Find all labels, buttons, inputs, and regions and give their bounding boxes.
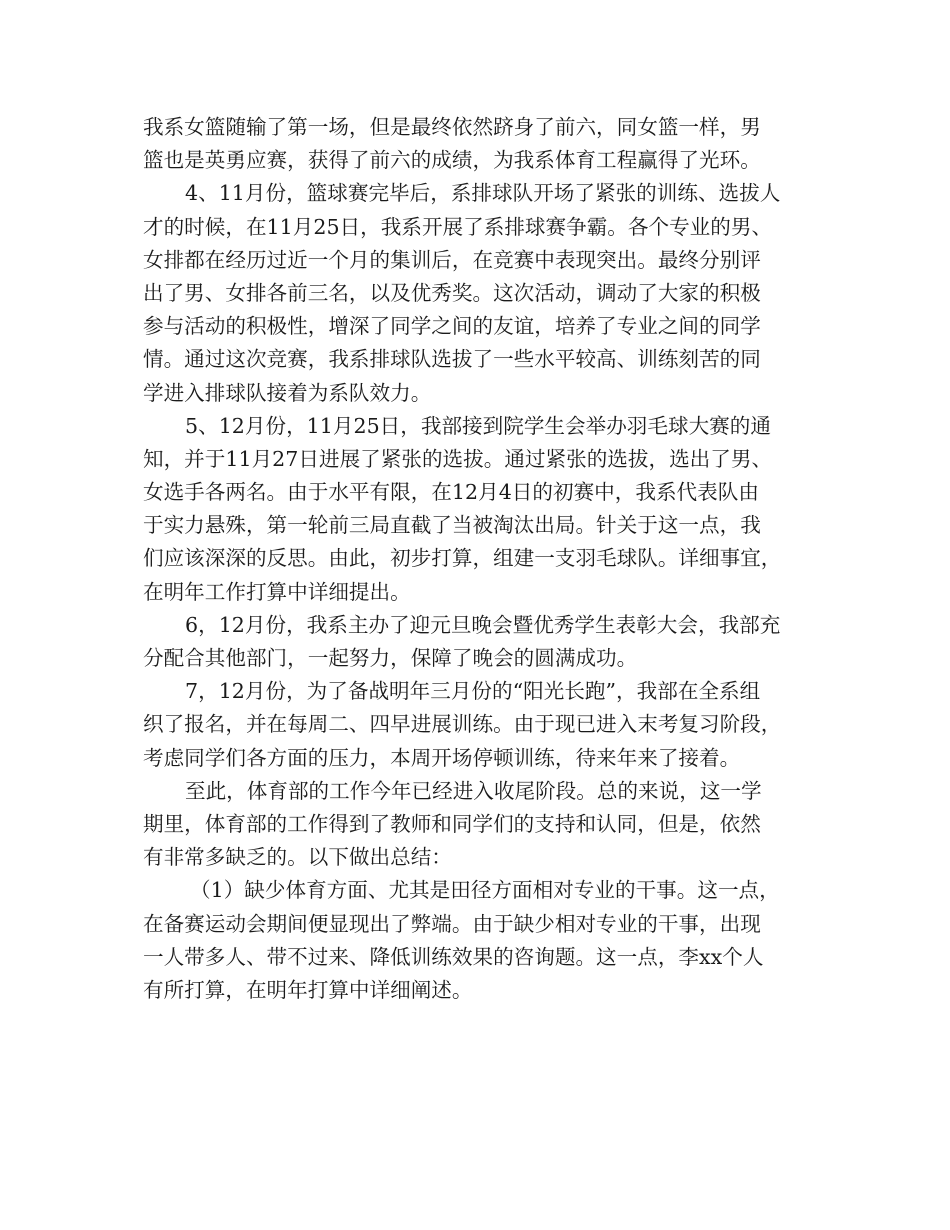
text-line: 出了男、女排各前三名，以及优秀奖。这次活动，调动了大家的积极 <box>143 280 761 305</box>
text-line: 在明年工作打算中详细提出。 <box>143 579 411 604</box>
text-line: 情。通过这次竞赛，我系排球队选拔了一些水平较高、训练刻苦的同 <box>143 347 761 372</box>
text-line: 于实力悬殊，第一轮前三局直截了当被淘汰出局。针关于这一点，我 <box>143 513 761 538</box>
text-line: （1）缺少体育方面、尤其是田径方面相对专业的干事。这一点， <box>190 878 780 903</box>
text-line: 有非常多缺乏的。以下做出总结： <box>143 845 452 870</box>
text-line: 7，12月份，为了备战明年三月份的“阳光长跑”，我部在全系组 <box>185 679 761 704</box>
text-line: 6，12月份，我系主办了迎元旦晚会暨优秀学生表彰大会，我部充 <box>185 612 781 637</box>
text-line: 女选手各两名。由于水平有限，在12月4日的初赛中，我系代表队由 <box>143 480 759 505</box>
text-line: 至此，体育部的工作今年已经进入收尾阶段。总的来说，这一学 <box>185 778 762 803</box>
text-line: 考虑同学们各方面的压力，本周开场停顿训练，待来年来了接着。 <box>143 745 741 770</box>
text-line: 知，并于11月27日进展了紧张的选拔。通过紧张的选拔，选出了男、 <box>143 446 773 471</box>
text-line: 我系女篮随输了第一场，但是最终依然跻身了前六，同女篮一样，男 <box>143 115 761 139</box>
document-body <box>143 111 813 1007</box>
text-line: 在备赛运动会期间便显现出了弊端。由于缺少相对专业的干事，出现 <box>143 911 761 936</box>
text-line: 女排都在经历过近一个月的集训后，在竞赛中表现突出。最终分别评 <box>143 247 761 272</box>
text-line: 5、12月份，11月25日，我部接到院学生会举办羽毛球大赛的通 <box>185 413 771 438</box>
text-line: 有所打算，在明年打算中详细阐述。 <box>143 977 473 1002</box>
text-line: 分配合其他部门，一起努力，保障了晚会的圆满成功。 <box>143 646 638 670</box>
text-line: 一人带多人、带不过来、降低训练效果的咨询题。这一点，李xx个人 <box>143 944 764 969</box>
text-line: 参与活动的积极性，增深了同学之间的友谊，培养了专业之间的同学 <box>143 314 761 339</box>
text-line: 才的时候，在11月25日，我系开展了系排球赛争霸。各个专业的男、 <box>143 214 773 239</box>
text-line: 们应该深深的反思。由此，初步打算，组建一支羽毛球队。详细事宜， <box>143 546 782 571</box>
text-line: 4、11月份，篮球赛完毕后，系排球队开场了紧张的训练、选拔人 <box>185 181 781 206</box>
text-line: 学进入排球队接着为系队效力。 <box>143 380 432 405</box>
text-line: 篮也是英勇应赛，获得了前六的成绩，为我系体育工程赢得了光环。 <box>143 148 761 173</box>
text-line: 织了报名，并在每周二、四早进展训练。由于现已进入末考复习阶段， <box>143 712 782 737</box>
text-line: 期里，体育部的工作得到了教师和同学们的支持和认同，但是，依然 <box>143 811 761 836</box>
